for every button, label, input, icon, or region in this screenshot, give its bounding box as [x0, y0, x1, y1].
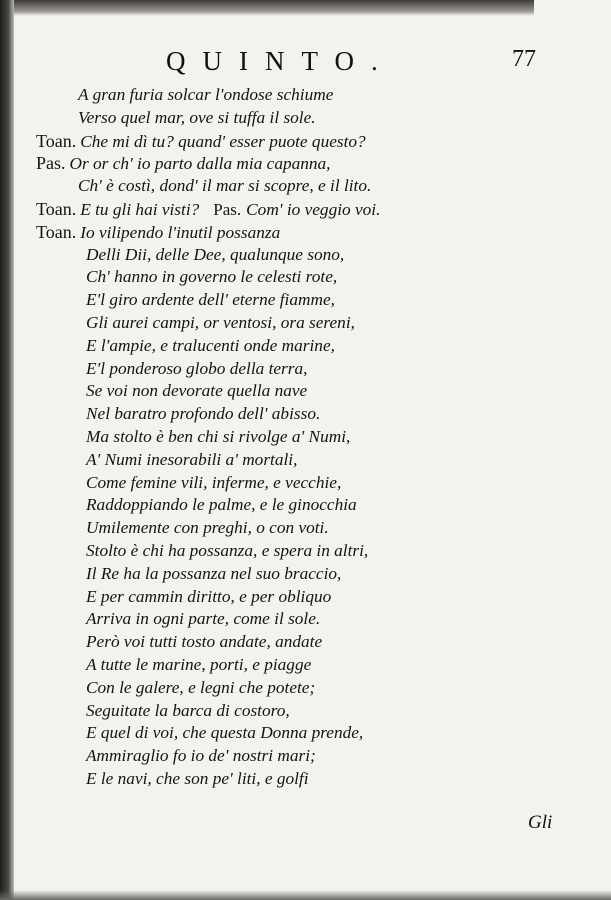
verse-line	[36, 586, 380, 609]
verse-line	[36, 312, 380, 335]
verse-line	[36, 494, 380, 517]
speaker-label: Pas.	[213, 199, 242, 219]
verse-line-text: Seguitate la barca di costoro,	[86, 700, 290, 720]
verse-line	[36, 244, 380, 267]
verse-line-text: E per cammin diritto, e per obliquo	[86, 586, 332, 606]
verse-line	[36, 221, 380, 244]
speaker-label: Toan.	[36, 221, 77, 242]
verse-line-text: E quel di voi, che questa Donna prende,	[86, 723, 364, 743]
verse-line-text: Arriva in ogni parte, come il sole.	[86, 609, 321, 629]
verse-line-text: A gran furia solcar l'ondose schiume	[78, 85, 334, 104]
verse-line	[36, 403, 380, 426]
verse-line-text: E tu gli hai visti?	[80, 199, 200, 219]
speaker-label: Pas.	[36, 153, 66, 174]
verse-line	[36, 152, 380, 175]
page-number: 77	[512, 46, 536, 72]
verse-line	[36, 745, 380, 768]
verse-line-text: Raddoppiando le palme, e le ginocchia	[86, 495, 357, 515]
verse-line	[36, 540, 380, 563]
verse-line-text: A tutte le marine, porti, e piagge	[86, 654, 312, 674]
verse-line	[36, 130, 380, 153]
verse-line-text: Verso quel mar, ove si tuffa il sole.	[78, 107, 316, 127]
verse-line	[36, 335, 380, 358]
verse-line-text: Ammiraglio fo io de' nostri mari;	[86, 746, 316, 766]
verse-line	[36, 677, 380, 700]
running-head	[36, 46, 576, 80]
verse-line-text: Gli aurei campi, or ventosi, ora sereni,	[86, 312, 355, 332]
verse-line-text: Il Re ha la possanza nel suo braccio,	[86, 563, 342, 583]
verse-line	[36, 107, 380, 130]
verse-line-text: E l'ampie, e tralucenti onde marine,	[86, 335, 335, 355]
verse-line-text: Com' io veggio voi.	[246, 199, 381, 219]
verse-line-text: Ch' hanno in governo le celesti rote,	[86, 267, 338, 287]
verse-line-text: Delli Dii, delle Dee, qualunque sono,	[86, 244, 345, 264]
verse-line	[36, 722, 380, 745]
verse-line-text: Ma stolto è ben chi si rivolge a' Numi,	[86, 426, 351, 446]
verse-line	[36, 380, 380, 403]
verse-line-text: Con le galere, e legni che potete;	[86, 677, 316, 697]
verse-line	[36, 631, 380, 654]
verse-line-text: Come femine vili, inferme, e vecchie,	[86, 472, 342, 492]
verse-line-text: E le navi, che son pe' liti, e golfi	[86, 768, 309, 788]
verse-line	[36, 449, 380, 472]
verse-text	[36, 84, 380, 791]
verse-line-text: E'l giro ardente dell' eterne fiamme,	[86, 290, 335, 310]
catchword: Gli	[528, 812, 553, 833]
verse-line-text: A' Numi inesorabili a' mortali,	[86, 449, 298, 469]
verse-line-text: Però voi tutti tosto andate, andate	[86, 632, 323, 652]
verse-line	[36, 517, 380, 540]
verse-line-text: Io vilipendo l'inutil possanza	[80, 222, 281, 242]
verse-line-text: Ch' è costì, dond' il mar si scopre, e il lito.	[78, 176, 372, 196]
page-bottom-edge	[0, 890, 611, 900]
verse-line	[36, 768, 380, 791]
speaker-label: Toan.	[36, 198, 77, 219]
verse-line	[36, 198, 380, 221]
speaker-label: Toan.	[36, 130, 77, 151]
verse-line	[36, 358, 380, 381]
verse-line	[36, 289, 380, 312]
verse-line	[36, 472, 380, 495]
verse-line-text: Or or ch' io parto dalla mia capanna,	[69, 154, 331, 174]
book-gutter-shadow	[0, 0, 14, 900]
verse-line	[36, 563, 380, 586]
verse-line	[36, 426, 380, 449]
verse-line	[36, 654, 380, 677]
verse-line-text: Che mi dì tu? quand' esser puote questo?	[80, 131, 366, 151]
verse-line	[36, 700, 380, 723]
verse-line-text: Se voi non devorate quella nave	[86, 381, 308, 401]
book-page	[36, 14, 602, 890]
verse-line	[36, 175, 380, 198]
verse-line	[36, 266, 380, 289]
verse-line	[36, 84, 380, 107]
verse-line	[36, 608, 380, 631]
verse-line-text: E'l ponderoso globo della terra,	[86, 358, 308, 378]
verse-line-text: Stolto è chi ha possanza, e spera in altri,	[86, 540, 369, 560]
running-head-title: QUINTO.	[166, 46, 395, 76]
verse-line-text: Nel baratro profondo dell' abisso.	[86, 404, 321, 424]
verse-line-text: Umilemente con preghi, o con voti.	[86, 518, 329, 538]
